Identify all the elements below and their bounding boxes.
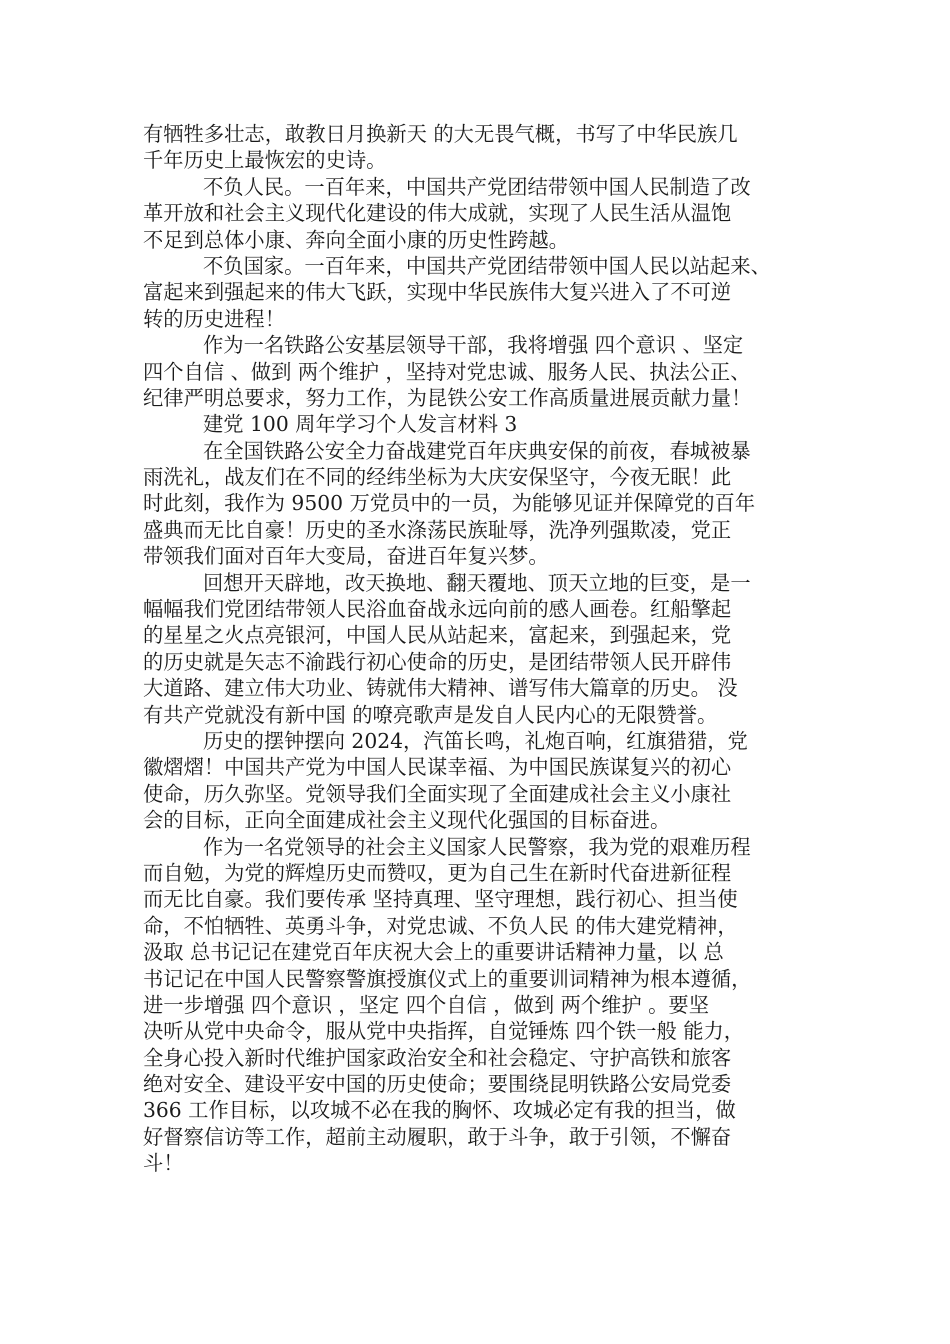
text-line: 富起来到强起来的伟大飞跃，实现中华民族伟大复兴进入了不可逆 (143, 280, 732, 305)
text-line: 不负人民。一百年来，中国共产党团结带领中国人民制造了改 (203, 174, 751, 199)
text-line: 而自勉，为党的辉煌历史而赞叹，更为自己生在新时代奋进新征程 (143, 860, 732, 885)
text-line: 的历史就是矢志不渝践行初心使命的历史，是团结带领人民开辟伟 (143, 649, 732, 674)
text-line: 幅幅我们党团结带领人民浴血奋战永远向前的感人画卷。红船擎起 (143, 597, 732, 622)
text-line: 的星星之火点亮银河，中国人民从站起来，富起来，到强起来，党 (143, 623, 732, 648)
text-line: 大道路、建立伟大功业、铸就伟大精神、谱写伟大篇章的历史。 没 (143, 676, 738, 701)
text-line: 革开放和社会主义现代化建设的伟大成就，实现了人民生活从温饱 (143, 201, 732, 226)
text-line: 使命，历久弥坚。党领导我们全面实现了全面建成社会主义小康社 (143, 781, 732, 806)
text-line: 而无比自豪。我们要传承 坚持真理、坚守理想，践行初心、担当使 (143, 887, 738, 912)
text-line: 好督察信访等工作，超前主动履职，敢于斗争，敢于引领，不懈奋 (143, 1124, 732, 1149)
text-line: 作为一名党领导的社会主义国家人民警察，我为党的艰难历程 (203, 834, 751, 859)
text-line: 斗！ (143, 1151, 184, 1176)
text-line: 在全国铁路公安全力奋战建党百年庆典安保的前夜，春城被暴 (203, 438, 751, 463)
text-line: 历史的摆钟摆向 2024，汽笛长鸣，礼炮百响，红旗猎猎，党 (203, 728, 748, 753)
text-line: 不足到总体小康、奔向全面小康的历史性跨越。 (143, 227, 569, 252)
text-line: 有共产党就没有新中国 的嘹亮歌声是发自人民内心的无限赞誉。 (143, 702, 718, 727)
text-line: 时此刻，我作为 9500 万党员中的一员，为能够见证并保障党的百年 (143, 491, 756, 516)
text-line: 回想开天辟地，改天换地、翻天覆地、顶天立地的巨变，是一 (203, 570, 751, 595)
text-line: 盛典而无比自豪！历史的圣水涤荡民族耻辱，洗净列强欺凌，党正 (143, 517, 732, 542)
text-line: 决听从党中央命令，服从党中央指挥，自觉锤炼 四个铁一般 能力， (143, 1019, 745, 1044)
text-line: 建党 100 周年学习个人发言材料 3 (203, 412, 518, 437)
text-line: 不负国家。一百年来，中国共产党团结带领中国人民以站起来、 (203, 253, 771, 278)
text-line: 汲取 总书记记在建党百年庆祝大会上的重要讲话精神力量，以 总 (143, 940, 724, 965)
text-line: 书记记在中国人民警察警旗授旗仪式上的重要训词精神为根本遵循， (143, 966, 752, 991)
text-line: 绝对安全、建设平安中国的历史使命；要围绕昆明铁路公安局党委 (143, 1072, 732, 1097)
text-line: 雨洗礼，战友们在不同的经纬坐标为大庆安保坚守，今夜无眠！此 (143, 465, 732, 490)
text-line: 全身心投入新时代维护国家政治安全和社会稳定、守护高铁和旅客 (143, 1045, 732, 1070)
text-line: 命，不怕牺牲、英勇斗争，对党忠诚、不负人民 的伟大建党精神， (143, 913, 738, 938)
text-line: 转的历史进程！ (143, 306, 285, 331)
text-line: 366 工作目标，以攻城不必在我的胸怀、攻城必定有我的担当，做 (143, 1098, 736, 1123)
text-line: 纪律严明总要求，努力工作，为昆铁公安工作高质量进展贡献力量！ (143, 385, 752, 410)
text-line: 带领我们面对百年大变局，奋进百年复兴梦。 (143, 544, 549, 569)
text-line: 作为一名铁路公安基层领导干部，我将增强 四个意识 、坚定 (203, 333, 744, 358)
text-line: 四个自信 、做到 两个维护 ，坚持对党忠诚、服务人民、执法公正、 (143, 359, 751, 384)
text-line: 徽熠熠！中国共产党为中国人民谋幸福、为中国民族谋复兴的初心 (143, 755, 732, 780)
document-body (143, 121, 819, 1177)
text-line: 千年历史上最恢宏的史诗。 (143, 148, 387, 173)
text-line: 会的目标，正向全面建成社会主义现代化强国的目标奋进。 (143, 808, 671, 833)
text-line: 进一步增强 四个意识 ，坚定 四个自信 ，做到 两个维护 。要坚 (143, 992, 709, 1017)
text-line: 有牺牲多壮志，敢教日月换新天 的大无畏气概，书写了中华民族几 (143, 122, 738, 146)
